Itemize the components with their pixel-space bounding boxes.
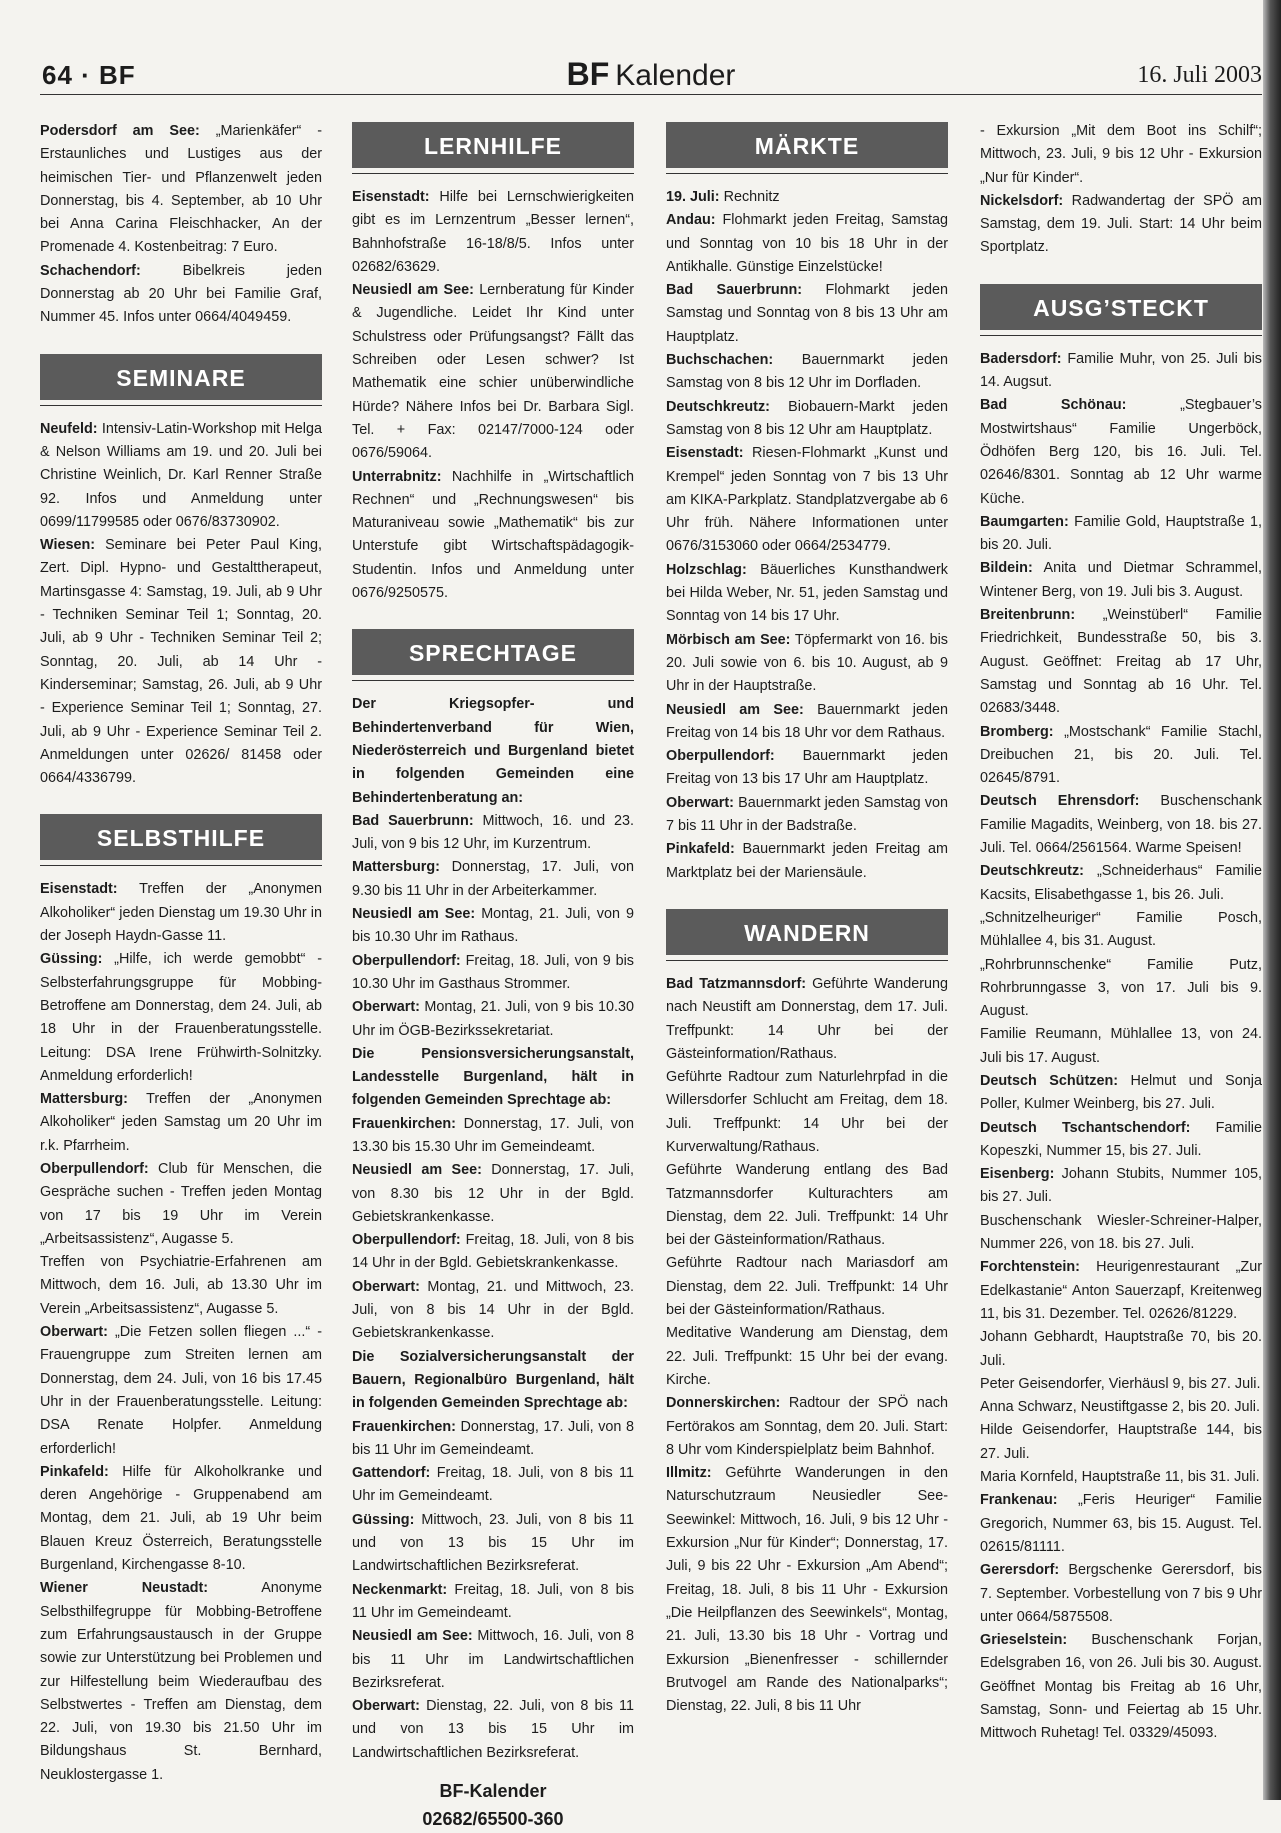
listing-place: Wiesen: xyxy=(40,537,96,554)
listing-entry xyxy=(666,1252,948,1322)
listing-text: Montag, 21. Juli, von 9 bis 10.30 Uhr im Rathaus. xyxy=(352,906,634,946)
listing-text: Maria Kornfeld, Hauptstraße 11, bis 31. Juli. xyxy=(980,1469,1260,1486)
listing-place: Bad Sauerbrunn: xyxy=(666,282,803,299)
listing-text: „Rohrbrunnschenke“ Familie Putz, Rohrbrunngasse 3, von 17. Juli bis 9. August. xyxy=(980,956,1262,1020)
listing-entry xyxy=(40,260,322,330)
listing-entry xyxy=(352,186,634,279)
listing-entry xyxy=(352,1695,634,1765)
section-divider xyxy=(666,173,948,174)
listing-text: Mittwoch, 16. Juli, von 8 bis 11 Uhr im Landwirtschaftlichen Bezirksreferat. xyxy=(352,1628,634,1691)
listing-entry xyxy=(666,442,948,558)
section-divider xyxy=(40,405,322,406)
listing-entry xyxy=(40,1461,322,1577)
listing-entry xyxy=(666,1322,948,1392)
listing-place: Neusiedl am See: xyxy=(666,701,804,718)
listing-entry xyxy=(666,838,948,885)
listing-entry xyxy=(40,1088,322,1158)
listing-text: Seminare bei Peter Paul King, Zert. Dipl. Hypno- und Gestalttherapeut, Martinsgasse 4: Samstag, 19. Juli, ab 9 Uhr - Techniken Seminar Teil 1; Sonntag, 20. Juli, ab 9 Uhr - Techniken Seminar Teil 2; Sonntag, 20. Juli, ab 14 Uhr - Kinderseminar; Samstag, 26. Juli, ab 9 Uhr - Experience Seminar Teil 1; Sonntag, 27. Juli, ab 9 Uhr - Experience Seminar Teil 2. Anmeldungen unter 02626/ 81458 oder 0664/4336799. xyxy=(40,537,322,787)
listing-place: Güssing: xyxy=(40,951,103,968)
listing-text: Bauernmarkt jeden Freitag am Marktplatz bei der Mariensäule. xyxy=(666,841,948,881)
listing-entry xyxy=(666,1066,948,1159)
listing-entry xyxy=(666,973,948,1066)
listing-text: Meditative Wanderung am Dienstag, dem 22. Juli. Treffpunkt: 15 Uhr bei der evang. Kirche. xyxy=(666,1325,948,1388)
listing-entry xyxy=(980,721,1262,791)
listing-text: Flohmarkt jeden Samstag und Sonntag von 8 bis 13 Uhr am Hauptplatz. xyxy=(666,282,948,345)
listing-place: Andau: xyxy=(666,212,716,229)
column-3 xyxy=(666,120,948,1718)
listing-place: Oberwart: xyxy=(40,1324,108,1341)
listing-text: Hilfe für Alkoholkranke und deren Angehörige - Gruppenabend am Montag, dem 21. Juli, ab 19 Uhr beim Blauen Kreuz Österreich, Beratungsstelle Burgenland, Kirchengasse 8-10. xyxy=(40,1463,322,1574)
listing-entry xyxy=(352,1625,634,1695)
listing-text: Donnerstag, 17. Juli, von 8.30 bis 12 Uhr in der Bgld. Gebietskrankenkasse. xyxy=(352,1162,634,1225)
listing-entry xyxy=(352,466,634,606)
listing-entry xyxy=(980,511,1262,558)
listing-entry xyxy=(666,1159,948,1252)
listing-entry xyxy=(352,1416,634,1463)
listing-text: Treffen der „Anonymen Alkoholiker“ jeden Dienstag um 19.30 Uhr in der Joseph Haydn-Gasse 11. xyxy=(40,881,322,945)
listing-text: Nachhilfe in „Wirtschaftlich Rechnen“ und „Rechnungswesen“ bis Maturaniveau sowie „Mathematik“ bis zur Unterstufe gibt Wirtschaftspädagogik-Studentin. Infos und Anmeldung unter 0676/9250575. xyxy=(352,468,634,602)
listing-place: Breitenbrunn: xyxy=(980,607,1076,624)
listing-text: „Schneiderhaus“ Familie Kacsits, Elisabethgasse 1, bis 26. Juli. xyxy=(980,863,1262,903)
listing-entry xyxy=(980,1326,1262,1373)
listing-place: Oberpullendorf: xyxy=(666,748,775,765)
listing-text: Johann Stubits, Nummer 105, bis 27. Juli. xyxy=(980,1166,1262,1206)
listing-text: Flohmarkt jeden Freitag, Samstag und Sonntag von 10 bis 18 Uhr in der Antikhalle. Günstige Einzelstücke! xyxy=(666,212,948,275)
listing-entry xyxy=(352,903,634,950)
listing-text: Donnerstag, 17. Juli, von 8 bis 11 Uhr im Gemeindeamt. xyxy=(352,1418,634,1458)
listing-place: Wiener Neustadt: xyxy=(40,1580,209,1597)
listing-place: Podersdorf am See: xyxy=(40,123,200,139)
listing-entry xyxy=(980,1559,1262,1629)
listing-place: Eisenstadt: xyxy=(352,189,430,205)
listing-entry xyxy=(980,1070,1262,1117)
listing-text: Rechnitz xyxy=(719,189,780,205)
listing-text: Lernberatung für Kinder & Jugendliche. Leidet Ihr Kind unter Schulstress oder Prüfungsangst? Fällt das Schreiben oder Lesen schwer? Ist Mathematik eine schier unüberwindliche Hürde? Nähere Infos bei Dr. Barbara Sigl. Tel. + Fax: 02147/7000-124 oder 0676/59064. xyxy=(352,282,634,462)
listing-text: Montag, 21. und Mittwoch, 23. Juli, von 8 bis 14 Uhr in der Bgld. Gebietskrankenkasse. xyxy=(352,1278,634,1342)
listing-text: Familie Muhr, von 25. Juli bis 14. Augsut. xyxy=(980,350,1262,391)
listing-entry xyxy=(980,1629,1262,1745)
section-divider xyxy=(352,173,634,174)
listing-place: Bad Sauerbrunn: xyxy=(352,812,474,829)
page-number: 64 · BF xyxy=(42,60,136,90)
listing-place: Neusiedl am See: xyxy=(352,282,474,299)
listing-entry xyxy=(352,1229,634,1276)
listing-entry xyxy=(980,954,1262,1024)
listing-text: Familie Reumann, Mühlallee 13, von 24. Juli bis 17. August. xyxy=(980,1026,1262,1066)
listing-text: Hilfe bei Lernschwierigkeiten gibt es im Lernzentrum „Besser lernen“, Bahnhofstraße 16-18/8/5. Infos unter 02682/63629. xyxy=(352,189,634,275)
listing-text: „Mostschank“ Familie Stachl, Dreibuchen 21, bis 20. Juli. Tel. 02645/8791. xyxy=(980,723,1262,787)
sponsor-intro: Die Sozialversicherungsanstalt der Bauern, Regionalbüro Burgenland, hält in folgenden Gemeinden Sprechtage ab: xyxy=(352,1348,634,1412)
listing-text: Heurigenrestaurant „Zur Edelkastanie“ Anton Sauerzapf, Kreitenweg 11, bis 31. Dezember. Tel. 02626/81229. xyxy=(980,1259,1262,1322)
section-heading xyxy=(666,909,948,961)
listing-entry xyxy=(666,209,948,279)
listing-text: Treffen von Psychiatrie-Erfahrenen am Mittwoch, dem 16. Juli, ab 13.30 Uhr im Verein „Arbeitsassistenz“, Augasse 5. xyxy=(40,1254,322,1317)
sponsor-intro: Die Pensionsversicherungsanstalt, Landesstelle Burgenland, hält in folgenden Gemeinden Sprechtage ab: xyxy=(352,1045,634,1109)
section-heading xyxy=(40,814,322,866)
listing-text: Freitag, 18. Juli, von 8 bis 11 Uhr im Gemeindeamt. xyxy=(352,1465,634,1505)
listing-place: Frankenau: xyxy=(980,1492,1058,1509)
section-heading xyxy=(352,629,634,681)
listing-place: Baumgarten: xyxy=(980,513,1069,530)
listing-place: Oberpullendorf: xyxy=(352,1232,461,1249)
listing-entry xyxy=(980,1466,1262,1489)
listing-place: Bad Tatzmannsdorf: xyxy=(666,975,807,992)
listing-text: Geführte Radtour nach Mariasdorf am Dienstag, dem 22. Juli. Treffpunkt: 14 Uhr bei der Gästeinformation/Rathaus. xyxy=(666,1255,948,1319)
listing-entry xyxy=(40,1577,322,1787)
listing-entry xyxy=(352,856,634,903)
listing-entry xyxy=(352,1276,634,1346)
listing-text: Intensiv-Latin-Workshop mit Helga & Nelson Williams am 19. und 20. Juli bei Christine Weinlich, Dr. Karl Renner Straße 92. Infos und Anmeldung unter 0699/11799585 oder 0676/83730902. xyxy=(40,420,322,530)
contact-footer xyxy=(352,1777,634,1833)
listing-place: Donnerskirchen: xyxy=(666,1395,781,1412)
listing-text: Töpfermarkt von 16. bis 20. Juli sowie von 6. bis 10. August, ab 9 Uhr in der Hauptstraße. xyxy=(666,631,948,695)
listing-text: Treffen der „Anonymen Alkoholiker“ jeden Samstag um 20 Uhr im r.k. Pfarrheim. xyxy=(40,1091,322,1154)
listing-place: Eisenberg: xyxy=(980,1166,1055,1183)
listing-place: Mattersburg: xyxy=(352,859,440,876)
listing-entry xyxy=(980,1419,1262,1466)
listing-text: Bauernmarkt jeden Samstag von 7 bis 11 Uhr in der Badstraße. xyxy=(666,794,948,835)
listing-place: Mörbisch am See: xyxy=(666,631,791,648)
section-divider xyxy=(352,680,634,681)
listing-place: Pinkafeld: xyxy=(40,1463,109,1480)
listing-place: Deutsch Schützen: xyxy=(980,1072,1119,1089)
page-title xyxy=(40,56,1262,93)
listing-text: Bibelkreis jeden Donnerstag ab 20 Uhr bei Familie Graf, Nummer 45. Infos unter 0664/4049459. xyxy=(40,262,322,326)
listing-entry xyxy=(40,1251,322,1321)
listing-text: Club für Menschen, die Gespräche suchen - Treffen jeden Montag von 17 bis 19 Uhr im Verein „Arbeitsassistenz“, Augasse 5. xyxy=(40,1160,322,1247)
column-1 xyxy=(40,120,322,1787)
listing-place: Buchschachen: xyxy=(666,352,774,369)
sponsor-intro: Der Kriegsopfer- und Behindertenverband für Wien, Niederösterreich und Burgenland bietet in folgenden Gemeinden eine Behindertenberatung an: xyxy=(352,696,634,806)
listing-entry xyxy=(352,996,634,1043)
section-divider xyxy=(980,335,1262,336)
listing-place: Schachendorf: xyxy=(40,262,141,279)
footer-name: BF-Kalender xyxy=(439,1781,547,1801)
section-heading xyxy=(666,122,948,174)
listing-entry xyxy=(352,1462,634,1509)
issue-date: 16. Juli 2003 xyxy=(1137,62,1262,88)
listing-entry xyxy=(40,120,322,260)
listing-place: Neckenmarkt: xyxy=(352,1581,448,1598)
listing-entry xyxy=(980,394,1262,510)
listing-entry xyxy=(352,950,634,997)
listing-entry xyxy=(980,557,1262,604)
listing-place: Pinkafeld: xyxy=(666,841,735,858)
listing-place: Unterrabnitz: xyxy=(352,468,442,485)
listing-place: Forchtenstein: xyxy=(980,1259,1080,1276)
listing-place: Deutschkreutz: xyxy=(666,398,770,415)
listing-entry xyxy=(40,534,322,790)
listing-place: Frauenkirchen: xyxy=(352,1418,456,1435)
listing-place: Oberwart: xyxy=(352,999,420,1016)
section-divider xyxy=(666,960,948,961)
listing-entry xyxy=(980,1210,1262,1257)
listing-entry xyxy=(980,348,1262,395)
listing-entry xyxy=(980,860,1262,907)
listing-place: 19. Juli: xyxy=(666,189,720,205)
listing-place: Neufeld: xyxy=(40,420,98,437)
listing-place: Güssing: xyxy=(352,1511,415,1528)
listing-entry xyxy=(352,279,634,465)
listing-entry xyxy=(40,1158,322,1251)
listing-entry xyxy=(980,1023,1262,1070)
listing-text: „Hilfe, ich werde gemobbt“ - Selbsterfahrungsgruppe für Mobbing-Betroffene am Donnerstag, dem 24. Juli, ab 18 Uhr in der Frauenberatungsstelle. Leitung: DSA Irene Frühwirth-Solnitzky. Anmeldung erforderlich! xyxy=(40,951,322,1084)
listing-entry xyxy=(980,907,1262,954)
brand-logo: BF xyxy=(566,56,610,92)
listing-entry xyxy=(980,1489,1262,1559)
section-heading-label: SELBSTHILFE xyxy=(40,814,322,860)
listing-place: Frauenkirchen: xyxy=(352,1115,456,1132)
listing-text: Buschenschank Familie Magadits, Weinberg, von 18. bis 27. Juli. Tel. 0664/2561564. Warme Speisen! xyxy=(980,793,1262,857)
listing-text: Anna Schwarz, Neustiftgasse 2, bis 20. Juli. xyxy=(980,1399,1260,1416)
listing-entry xyxy=(666,279,948,349)
listing-entry xyxy=(666,1462,948,1718)
listing-place: Illmitz: xyxy=(666,1465,712,1482)
section-heading-label: SPRECHTAGE xyxy=(352,629,634,675)
listing-text: Geführte Radtour zum Naturlehrpfad in die Willersdorfer Schlucht am Freitag, dem 18. Juli. Treffpunkt: 14 Uhr bei der Kurverwaltung/Rathaus. xyxy=(666,1069,948,1155)
listing-text: Bauernmarkt jeden Samstag von 8 bis 12 Uhr im Dorfladen. xyxy=(666,352,948,392)
listing-place: Oberwart: xyxy=(352,1278,420,1295)
listing-text: „Weinstüberl“ Familie Friedrichkeit, Bundesstraße 50, bis 3. August. Geöffnet: Freitag ab 17 Uhr, Samstag und Sonntag ab 16 Uhr. Tel. 02683/3448. xyxy=(980,607,1262,717)
listing-text: Peter Geisendorfer, Vierhäusl 9, bis 27. Juli. xyxy=(980,1375,1261,1392)
listing-text: „Schnitzelheuriger“ Familie Posch, Mühlallee 4, bis 31. August. xyxy=(980,909,1262,950)
listing-entry xyxy=(666,629,948,699)
listing-text: Anonyme Selbsthilfegruppe für Mobbing-Betroffene zum Erfahrungsaustausch in der Gruppe sowie zur Unterstützung bei Problemen und zur Hilfestellung beim Wiederaufbau des Selbstwertes - Treffen am Dienstag, dem 22. Juli, von 19.30 bis 21.50 Uhr im Bildungshaus St. Bernhard, Neuklostergasse 1. xyxy=(40,1580,322,1783)
listing-entry xyxy=(980,1256,1262,1326)
listing-place: Neusiedl am See: xyxy=(352,1628,473,1645)
listing-place: Mattersburg: xyxy=(40,1091,128,1108)
listing-entry xyxy=(980,120,1262,190)
listing-place: Oberpullendorf: xyxy=(352,952,461,969)
column-4 xyxy=(980,120,1262,1746)
listing-entry xyxy=(40,948,322,1088)
listing-entry xyxy=(352,810,634,857)
listing-entry xyxy=(980,1117,1262,1164)
section-heading-label: LERNHILFE xyxy=(352,122,634,168)
listing-entry xyxy=(666,559,948,629)
listing-text: Freitag, 18. Juli, von 9 bis 10.30 Uhr im Gasthaus Strommer. xyxy=(352,952,634,992)
listing-place: Deutsch Ehrensdorf: xyxy=(980,793,1140,810)
section-divider xyxy=(40,865,322,866)
listing-place: Holzschlag: xyxy=(666,561,747,578)
listing-place: Oberwart: xyxy=(666,794,734,811)
listing-text: Donnerstag, 17. Juli, von 13.30 bis 15.30 Uhr im Gemeindeamt. xyxy=(352,1115,634,1155)
listing-entry xyxy=(980,1373,1262,1396)
listing-entry xyxy=(666,699,948,746)
page-header xyxy=(40,52,1262,95)
listing-entry xyxy=(666,186,948,209)
listing-text: Bauernmarkt jeden Freitag von 13 bis 17 Uhr am Hauptplatz. xyxy=(666,748,948,788)
column-2 xyxy=(352,120,634,1833)
listing-text: Buschenschank Wiesler-Schreiner-Halper, Nummer 226, von 18. bis 27. Juli. xyxy=(980,1212,1262,1253)
listing-place: Bildein: xyxy=(980,560,1033,577)
listing-place: Neusiedl am See: xyxy=(352,906,476,923)
listing-text: Familie Kopeszki, Nummer 15, bis 27. Juli. xyxy=(980,1119,1262,1159)
listing-entry xyxy=(40,878,322,948)
listing-entry xyxy=(352,1509,634,1579)
listing-place: Oberpullendorf: xyxy=(40,1160,149,1177)
page-edge xyxy=(1263,0,1281,1800)
listing-text: Radwandertag der SPÖ am Samstag, dem 19. Juli. Start: 14 Uhr beim Sportplatz. xyxy=(980,192,1262,256)
listing-text: Biobauern-Markt jeden Samstag von 8 bis 12 Uhr am Hauptplatz. xyxy=(666,398,948,438)
listing-entry xyxy=(666,745,948,792)
listing-text: Bergschenke Gerersdorf, bis 7. September. Vorbestellung von 7 bis 9 Uhr unter 0664/5875508. xyxy=(980,1562,1262,1625)
listing-place: Bad Schönau: xyxy=(980,397,1127,414)
listing-text: Radtour der SPÖ nach Fertörakos am Sonntag, dem 20. Juli. Start: 8 Uhr vom Kinderspielplatz beim Bahnhof. xyxy=(666,1395,948,1458)
listing-entry xyxy=(980,1396,1262,1419)
listing-place: Oberwart: xyxy=(352,1698,420,1715)
listing-text: Bauernmarkt jeden Freitag von 14 bis 18 Uhr vor dem Rathaus. xyxy=(666,701,948,741)
listing-text: „Feris Heuriger“ Familie Gregorich, Nummer 63, bis 15. August. Tel. 02615/81111. xyxy=(980,1492,1262,1555)
listing-text: Bäuerliches Kunsthandwerk bei Hilda Weber, Nr. 51, jeden Samstag und Sonntag von 14 bis 17 Uhr. xyxy=(666,561,948,625)
listing-text: „Die Fetzen sollen fliegen ...“ - Frauengruppe zum Streiten lernen am Donnerstag, dem 24. Juli, von 16 bis 17.45 Uhr in der Frauenberatungsstelle. Leitung: DSA Renate Holpfer. Anmeldung erforderlich! xyxy=(40,1324,322,1457)
listing-place: Gattendorf: xyxy=(352,1465,431,1482)
listing-text: Anita und Dietmar Schrammel, Wintener Berg, von 19. Juli bis 3. August. xyxy=(980,560,1262,600)
listing-entry xyxy=(980,1163,1262,1210)
listing-text: Familie Gold, Hauptstraße 1, bis 20. Juli. xyxy=(980,513,1262,554)
listing-entry xyxy=(980,790,1262,860)
section-heading-label: WANDERN xyxy=(666,909,948,955)
listing-place: Eisenstadt: xyxy=(40,881,118,898)
section-heading-label: AUSG’STECKT xyxy=(980,284,1262,330)
listing-text: „Marienkäfer“ - Erstaunliches und Lustiges aus der heimischen Tier- und Pflanzenwelt jeden Donnerstag, bis 4. September, ab 10 Uhr bei Anna Carina Fleischhacker, An der Promenade 4. Kostenbeitrag: 7 Euro. xyxy=(40,123,322,256)
listing-text: Montag, 21. Juli, von 9 bis 10.30 Uhr im ÖGB-Bezirkssekretariat. xyxy=(352,999,634,1039)
listing-text: Hilde Geisendorfer, Hauptstraße 144, bis 27. Juli. xyxy=(980,1422,1262,1462)
listing-place: Badersdorf: xyxy=(980,350,1062,367)
listing-entry xyxy=(980,604,1262,720)
listing-text: Donnerstag, 17. Juli, von 9.30 bis 11 Uhr in der Arbeiterkammer. xyxy=(352,859,634,899)
listing-place: Grieselstein: xyxy=(980,1632,1068,1649)
listing-entry xyxy=(666,396,948,443)
listing-place: Gerersdorf: xyxy=(980,1562,1060,1579)
footer-phone: 02682/65500-360 xyxy=(422,1809,564,1829)
listing-text: Buschenschank Forjan, Edelsgraben 16, von 26. Juli bis 30. August. Geöffnet Montag bis Freitag ab 16 Uhr, Samstag, Sonn- und Feiertag ab 15 Uhr. Mittwoch Ruhetag! Tel. 03329/45093. xyxy=(980,1632,1262,1742)
section-heading xyxy=(980,284,1262,336)
listing-text: „Stegbauer’s Mostwirtshaus“ Familie Ungerböck, Ödhöfen Berg 120, bis 16. Juli. Tel. 02646/8301. Sonntag ab 12 Uhr warme Küche. xyxy=(980,397,1262,507)
listing-text: Riesen-Flohmarkt „Kunst und Krempel“ jeden Sonntag von 7 bis 13 Uhr am KIKA-Parkplatz. Standplatzvergabe ab 6 Uhr früh. Nähere Informationen unter 0676/3153060 oder 0664/2534779. xyxy=(666,445,948,555)
listing-entry xyxy=(352,1159,634,1229)
section-heading-label: SEMINARE xyxy=(40,354,322,400)
listing-entry xyxy=(666,1392,948,1462)
listing-text: Helmut und Sonja Poller, Kulmer Weinberg, bis 27. Juli. xyxy=(980,1072,1262,1113)
listing-text: Geführte Wanderungen in den Naturschutzraum Neusiedler See-Seewinkel: Mittwoch, 16. Juli, 9 bis 12 Uhr - Exkursion „Nur für Kinder“; Donnerstag, 17. Juli, 9 bis 22 Uhr - Exkursion „Am Abend“; Freitag, 18. Juli, 8 bis 11 Uhr - Exkursion „Die Heilpflanzen des Seewinkels“, Montag, 21. Juli, 13.30 bis 18 Uhr - Vortrag und Exkursion „Bienenfresser - schillernder Brutvogel am Rande des Nationalparks“; Dienstag, 22. Juli, 8 bis 11 Uhr xyxy=(666,1465,948,1715)
listing-text: Geführte Wanderung nach Neustift am Donnerstag, dem 17. Juli. Treffpunkt: 14 Uhr bei der Gästeinformation/Rathaus. xyxy=(666,975,948,1062)
listing-place: Nickelsdorf: xyxy=(980,192,1064,209)
listing-entry xyxy=(666,349,948,396)
listing-text: Mittwoch, 23. Juli, von 8 bis 11 und von 13 bis 15 Uhr im Landwirtschaftlichen Bezirksreferat. xyxy=(352,1511,634,1575)
section-heading xyxy=(352,122,634,174)
listing-entry xyxy=(40,418,322,534)
listing-place: Eisenstadt: xyxy=(666,445,744,462)
listing-place: Bromberg: xyxy=(980,723,1054,740)
listing-place: Deutschkreutz: xyxy=(980,863,1084,880)
section-heading-label: MÄRKTE xyxy=(666,122,948,168)
listing-entry xyxy=(980,190,1262,260)
listing-text: Geführte Wanderung entlang des Bad Tatzmannsdorfer Kulturachters am Dienstag, dem 22. Juli. Treffpunkt: 14 Uhr bei der Gästeinformation/Rathaus. xyxy=(666,1162,948,1249)
listing-entry xyxy=(666,792,948,839)
listing-entry xyxy=(352,1113,634,1160)
listing-place: Neusiedl am See: xyxy=(352,1162,482,1179)
section-title: Kalender xyxy=(615,59,736,92)
listing-entry xyxy=(352,1579,634,1626)
listing-entry xyxy=(40,1321,322,1461)
listing-text: - Exkursion „Mit dem Boot ins Schilf“; Mittwoch, 23. Juli, 9 bis 12 Uhr - Exkursion „Nur für Kinder“. xyxy=(980,123,1262,186)
section-heading xyxy=(40,354,322,406)
listing-text: Dienstag, 22. Juli, von 8 bis 11 und von 13 bis 15 Uhr im Landwirtschaftlichen Bezirksreferat. xyxy=(352,1698,634,1761)
listing-text: Freitag, 18. Juli, von 8 bis 11 Uhr im Gemeindeamt. xyxy=(352,1581,634,1621)
listing-text: Freitag, 18. Juli, von 8 bis 14 Uhr in der Bgld. Gebietskrankenkasse. xyxy=(352,1232,634,1272)
listing-place: Deutsch Tschantschendorf: xyxy=(980,1119,1191,1136)
listing-text: Mittwoch, 16. und 23. Juli, von 9 bis 12 Uhr, im Kurzentrum. xyxy=(352,812,635,853)
listing-text: Johann Gebhardt, Hauptstraße 70, bis 20. Juli. xyxy=(980,1329,1262,1369)
